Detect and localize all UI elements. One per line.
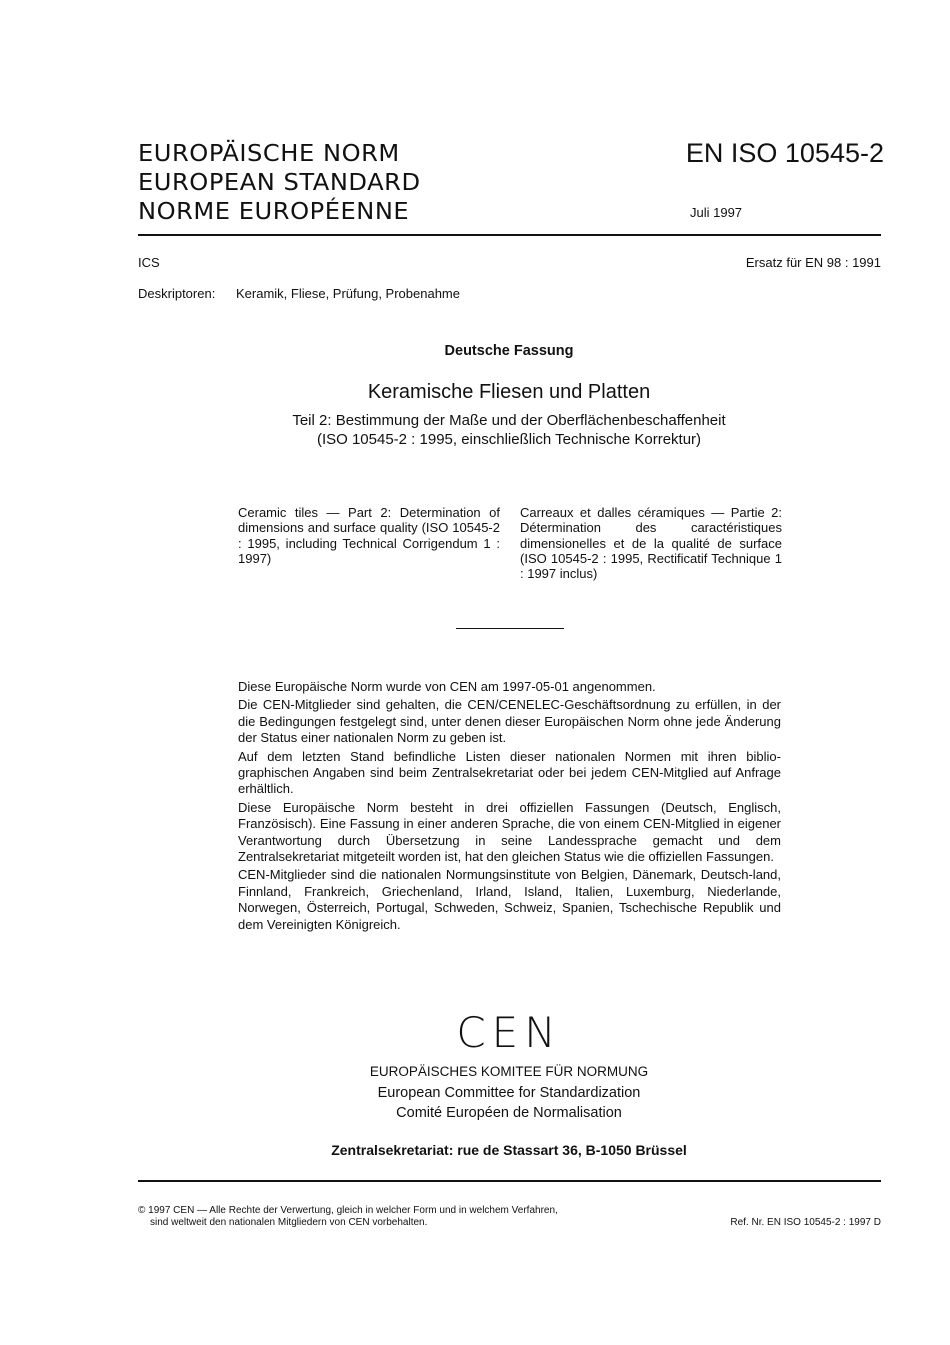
copyright-line-2: sind weltweit den nationalen Mitgliedern von CEN vorbehalten. [150, 1217, 428, 1228]
cen-name-fr: Comité Européen de Normalisation [396, 1105, 622, 1121]
cen-address: Zentralsekretariat: rue de Stassart 36, B-1050 Brüssel [331, 1142, 687, 1158]
footer-rule [138, 1180, 881, 1182]
document-subtitle-1: Teil 2: Bestimmung der Maße und der Oberflächenbeschaffenheit [292, 412, 726, 429]
title-de: EUROPÄISCHE NORM [138, 141, 400, 167]
replaces-note: Ersatz für EN 98 : 1991 [745, 255, 881, 270]
paragraph: Auf dem letzten Stand befindliche Listen dieser nationalen Normen mit ihren biblio-graphischen Angaben sind beim Zentralsekretariat oder bei jedem CEN-Mitglied auf Anfrage erhältlich. [238, 748, 781, 797]
standard-titles [138, 140, 421, 227]
separator [456, 628, 564, 629]
publication-date: Juli 1997 [690, 205, 743, 220]
paragraph: Diese Europäische Norm besteht in drei offiziellen Fassungen (Deutsch, Englisch, Französisch). Eine Fassung in einer anderen Sprache, die von einem CEN-Mitglied in eigener Verantwortung durch Übersetzung in seine Landessprache gemacht und dem Zentralsekretariat mitgeteilt worden ist, hat den gleichen Status wie die offiziellen Fassungen. [238, 799, 781, 865]
header-rule [138, 234, 881, 236]
standard-number: EN ISO 10545-2 [685, 138, 884, 168]
document-title: Keramische Fliesen und Platten [367, 381, 651, 403]
body-text [238, 679, 781, 935]
ics-label: ICS [138, 255, 160, 270]
reference-number: Ref. Nr. EN ISO 10545-2 : 1997 D [730, 1217, 881, 1228]
copyright [138, 1205, 558, 1229]
title-en: EUROPEAN STANDARD [138, 170, 421, 196]
paragraph: Diese Europäische Norm wurde von CEN am 1997-05-01 angenommen. [238, 679, 656, 694]
cen-logo: CEN [456, 1008, 562, 1057]
descriptors: Keramik, Fliese, Prüfung, Probenahme [236, 286, 460, 301]
descriptors-label: Deskriptoren: [138, 286, 216, 301]
english-title: Ceramic tiles — Part 2: Determination of dimensions and surface quality (ISO 10545-2 : 1995, including Technical Corrigendum 1 : 1997) [238, 505, 500, 566]
cen-name-de: EUROPÄISCHES KOMITEE FÜR NORMUNG [369, 1064, 649, 1079]
cen-name-en: European Committee for Standardization [377, 1085, 641, 1101]
french-title: Carreaux et dalles céramiques — Partie 2: Détermination des caractéristiques dimensionelles et de la qualité de surface (ISO 10545-2 : 1995, Rectificatif Technique 1 : 1997 inclus) [520, 505, 782, 582]
paragraph: Die CEN-Mitglieder sind gehalten, die CEN/CENELEC-Geschäftsordnung zu erfüllen, in der die Bedingungen festgelegt sind, unter denen dieser Europäischen Norm ohne jede Änderung der Status einer nationalen Norm zu geben ist. [238, 697, 781, 746]
copyright-line-1: © 1997 CEN — Alle Rechte der Verwertung, gleich in welcher Form und in welchem Verfahren, [138, 1205, 558, 1216]
document-subtitle-2: (ISO 10545-2 : 1995, einschließlich Technische Korrektur) [316, 431, 702, 448]
version-label: Deutsche Fassung [444, 343, 574, 359]
title-fr: NORME EUROPÉENNE [138, 199, 410, 225]
paragraph: CEN-Mitglieder sind die nationalen Normungsinstitute von Belgien, Dänemark, Deutsch-land, Finnland, Frankreich, Griechenland, Irland, Island, Italien, Luxemburg, Niederlande, Norwegen, Österreich, Portugal, Schweden, Schweiz, Spanien, Tschechische Republik und dem Vereinigten Königreich. [238, 867, 781, 932]
